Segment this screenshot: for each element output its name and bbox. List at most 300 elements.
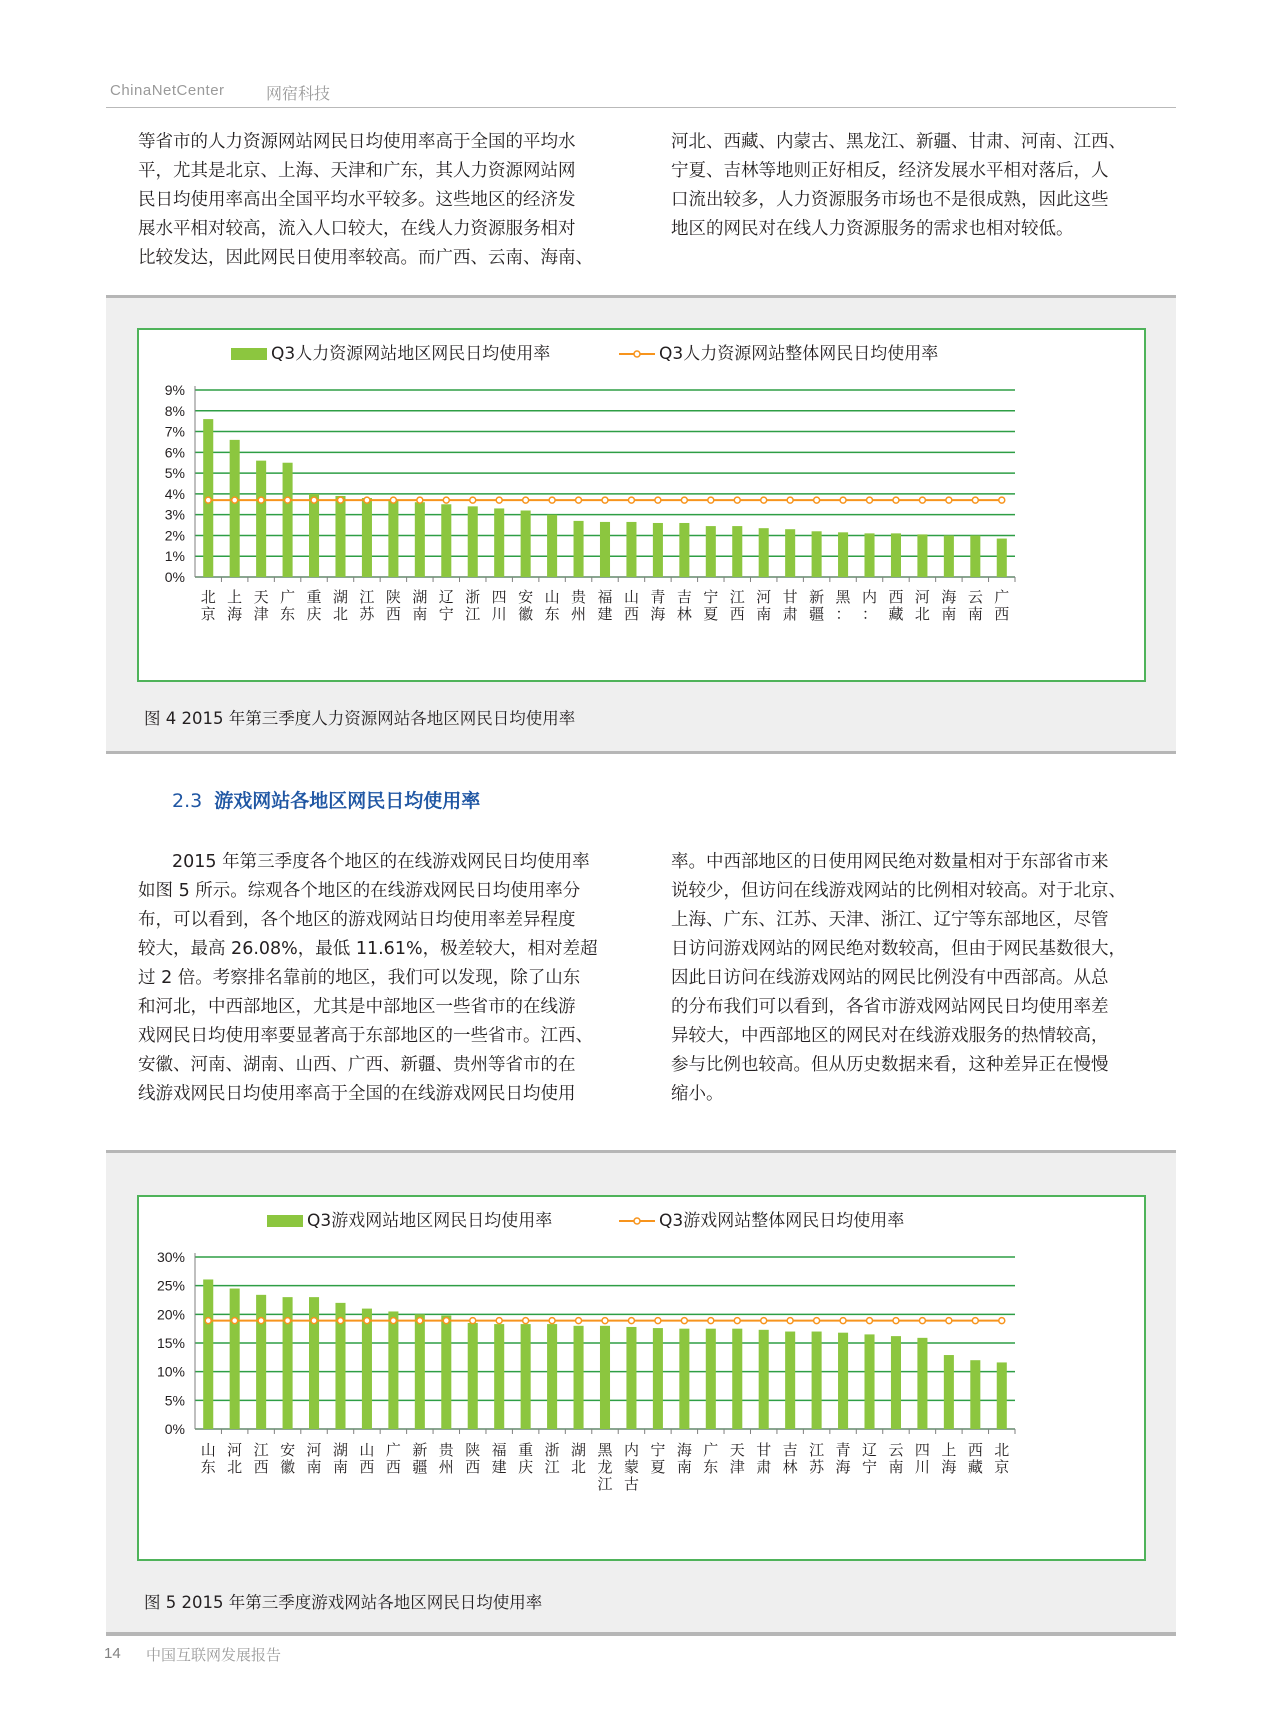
x-category-label: 青 — [835, 1441, 851, 1459]
average-marker — [205, 497, 211, 503]
legend-bar-swatch — [231, 348, 267, 360]
x-category-label: 西 — [253, 1458, 269, 1476]
average-marker — [470, 1318, 476, 1324]
data-bar — [230, 440, 240, 577]
y-tick-label: 8% — [164, 402, 185, 419]
x-category-label: 东 — [200, 1458, 216, 1476]
data-bar — [283, 463, 293, 577]
section-heading — [172, 786, 480, 813]
x-category-label: 西 — [729, 605, 745, 623]
data-bar — [600, 1326, 610, 1429]
x-category-label: 西 — [359, 1458, 375, 1476]
text-line: 等省市的人力资源网站网民日均使用率高于全国的平均水 — [138, 132, 576, 152]
text-line: 上海、广东、江苏、天津、浙江、辽宁等东部地区，尽管 — [671, 910, 1109, 930]
data-bar — [706, 1329, 716, 1429]
x-category-label: 北 — [332, 605, 348, 623]
average-marker — [628, 497, 634, 503]
data-bar — [468, 1323, 478, 1429]
average-marker — [417, 497, 423, 503]
x-category-label: 广 — [280, 588, 296, 606]
text-line: 线游戏网民日均使用率高于全国的在线游戏网民日均使用 — [138, 1084, 576, 1104]
x-category-label: 吉 — [676, 588, 692, 606]
x-category-label: 辽 — [862, 1441, 878, 1459]
x-category-label: 重 — [306, 588, 322, 606]
data-bar — [891, 1336, 901, 1429]
text-line: 异较大，中西部地区的网民对在线游戏服务的热情较高， — [671, 1026, 1109, 1046]
average-marker — [972, 497, 978, 503]
x-category-label: 甘 — [782, 588, 798, 606]
x-category-label: 江 — [253, 1441, 269, 1459]
average-marker — [390, 1318, 396, 1324]
average-marker — [364, 1318, 370, 1324]
data-bar — [838, 532, 848, 577]
data-bar — [759, 1330, 769, 1429]
average-marker — [232, 497, 238, 503]
x-category-label: 东 — [703, 1458, 719, 1476]
data-bar — [732, 1329, 742, 1429]
y-tick-label: 4% — [164, 485, 185, 502]
legend-line-marker — [634, 351, 640, 357]
average-marker — [337, 497, 343, 503]
text-line: 民日均使用率高出全国平均水平较多。这些地区的经济发 — [138, 190, 576, 210]
average-marker — [364, 497, 370, 503]
data-bar — [203, 1279, 213, 1429]
text-line: 较大，最高 26.08%，最低 11.61%，极差较大，相对差超 — [138, 939, 598, 959]
figure4-chart — [139, 330, 1144, 680]
x-category-label: 安 — [280, 1441, 296, 1459]
average-marker — [470, 497, 476, 503]
footer-divider — [106, 1632, 1176, 1634]
x-category-label: 陕 — [385, 588, 401, 606]
data-bar — [917, 534, 927, 577]
x-category-label: 山 — [359, 1441, 375, 1459]
average-marker — [655, 497, 661, 503]
x-category-label: 江 — [465, 605, 481, 623]
x-category-label: 宁 — [862, 1458, 878, 1476]
text-line: 缩小。 — [671, 1084, 724, 1104]
figure5-panel — [106, 1150, 1176, 1636]
x-category-label: 东 — [544, 605, 560, 623]
x-category-label: 河 — [914, 588, 930, 606]
x-category-label: 古 — [623, 1475, 639, 1493]
average-marker — [523, 1318, 529, 1324]
x-category-label: 内 — [623, 1441, 639, 1459]
x-category-label: 建 — [597, 605, 613, 623]
data-bar — [547, 1324, 557, 1429]
x-category-label: 西 — [623, 605, 639, 623]
data-bar — [917, 1338, 927, 1429]
data-bar — [441, 504, 451, 577]
legend-bar-swatch — [267, 1215, 303, 1227]
x-category-label: 苏 — [359, 605, 375, 623]
average-marker — [708, 1318, 714, 1324]
average-marker — [919, 497, 925, 503]
x-category-label: 川 — [491, 605, 507, 623]
x-category-label: 江 — [597, 1475, 613, 1493]
data-bar — [864, 1334, 874, 1429]
y-tick-label: 1% — [164, 548, 185, 565]
x-category-label: ： — [862, 605, 878, 623]
figure4-chart-frame — [137, 328, 1146, 682]
average-marker — [655, 1318, 661, 1324]
data-bar — [891, 533, 901, 577]
x-category-label: 福 — [597, 588, 613, 606]
x-category-label: 天 — [729, 1441, 745, 1459]
text-line: 如图 5 所示。综观各个地区的在线游戏网民日均使用率分 — [138, 881, 581, 901]
x-category-label: 东 — [280, 605, 296, 623]
x-category-label: 海 — [941, 588, 957, 606]
data-bar — [732, 526, 742, 577]
data-bar — [521, 511, 531, 577]
text-line: 过 2 倍。考察排名靠前的地区，我们可以发现，除了山东 — [138, 968, 581, 988]
section1-left-paragraph — [138, 128, 616, 273]
x-category-label: 南 — [412, 605, 428, 623]
x-category-label: 海 — [676, 1441, 692, 1459]
section-title-text: 游戏网站各地区网民日均使用率 — [214, 790, 481, 812]
x-category-label: 湖 — [412, 588, 428, 606]
x-category-label: 南 — [676, 1458, 692, 1476]
x-category-label: 北 — [227, 1458, 243, 1476]
x-category-label: 夏 — [650, 1458, 666, 1476]
average-marker — [893, 1318, 899, 1324]
x-category-label: 海 — [835, 1458, 851, 1476]
average-marker — [390, 497, 396, 503]
x-category-label: 河 — [306, 1441, 322, 1459]
y-tick-label: 2% — [164, 527, 185, 544]
data-bar — [812, 1332, 822, 1429]
data-bar — [812, 531, 822, 577]
data-bar — [388, 1311, 398, 1429]
text-line: 地区的网民对在线人力资源服务的需求也相对较低。 — [671, 219, 1074, 239]
data-bar — [547, 515, 557, 577]
x-category-label: 西 — [888, 588, 904, 606]
data-bar — [626, 1327, 636, 1429]
x-category-label: 浙 — [465, 588, 481, 606]
average-marker — [681, 1318, 687, 1324]
x-category-label: 藏 — [888, 605, 904, 623]
text-line: 说较少，但访问在线游戏网站的比例相对较高。对于北京、 — [671, 881, 1126, 901]
average-marker — [999, 1318, 1005, 1324]
data-bar — [944, 535, 954, 577]
header-brand-cn: 网宿科技 — [266, 84, 331, 103]
data-bar — [494, 508, 504, 577]
x-category-label: ： — [835, 605, 851, 623]
x-category-label: 河 — [756, 588, 772, 606]
text-line: 口流出较多，人力资源服务市场也不是很成熟，因此这些 — [671, 190, 1109, 210]
x-category-label: 南 — [306, 1458, 322, 1476]
average-marker — [205, 1318, 211, 1324]
y-tick-label: 10% — [156, 1363, 185, 1380]
average-marker — [311, 1318, 317, 1324]
text-line: 平，尤其是北京、上海、天津和广东，其人力资源网站网 — [138, 161, 576, 181]
average-marker — [443, 497, 449, 503]
data-bar — [653, 523, 663, 577]
data-bar — [997, 1362, 1007, 1429]
average-marker — [946, 1318, 952, 1324]
data-bar — [997, 539, 1007, 577]
x-category-label: 北 — [994, 1441, 1010, 1459]
legend-label: Q3人力资源网站整体网民日均使用率 — [659, 344, 939, 364]
legend-label: Q3游戏网站地区网民日均使用率 — [307, 1211, 553, 1231]
text-line: 和河北，中西部地区，尤其是中部地区一些省市的在线游 — [138, 997, 576, 1017]
average-marker — [867, 497, 873, 503]
x-category-label: 辽 — [438, 588, 454, 606]
x-category-label: 京 — [200, 605, 216, 623]
x-category-label: 疆 — [412, 1458, 428, 1476]
average-marker — [311, 497, 317, 503]
x-category-label: 广 — [994, 588, 1010, 606]
section1-right-paragraph — [671, 128, 1149, 244]
x-category-label: 云 — [888, 1441, 904, 1459]
average-marker — [972, 1318, 978, 1324]
footer-title: 中国互联网发展报告 — [146, 1646, 282, 1664]
average-marker — [602, 1318, 608, 1324]
average-marker — [549, 497, 555, 503]
x-category-label: 宁 — [438, 605, 454, 623]
x-category-label: 北 — [914, 605, 930, 623]
x-category-label: 新 — [809, 588, 825, 606]
figure4-panel — [106, 295, 1176, 754]
x-category-label: 津 — [253, 605, 269, 623]
text-line: 河北、西藏、内蒙古、黑龙江、新疆、甘肃、河南、江西、 — [671, 132, 1126, 152]
average-marker — [285, 497, 291, 503]
text-line: 展水平相对较高，流入人口较大，在线人力资源服务相对 — [138, 219, 576, 239]
x-category-label: 重 — [518, 1441, 534, 1459]
data-bar — [970, 1360, 980, 1429]
x-category-label: 津 — [729, 1458, 745, 1476]
x-category-label: 贵 — [438, 1441, 454, 1459]
legend-label: Q3游戏网站整体网民日均使用率 — [659, 1211, 905, 1231]
x-category-label: 肃 — [756, 1458, 772, 1476]
x-category-label: 南 — [888, 1458, 904, 1476]
x-category-label: 宁 — [650, 1441, 666, 1459]
average-marker — [946, 497, 952, 503]
section2-left-paragraph — [138, 848, 616, 1109]
x-category-label: 甘 — [756, 1441, 772, 1459]
average-marker — [417, 1318, 423, 1324]
text-line: 因此日访问在线游戏网站的网民比例没有中西部高。从总 — [671, 968, 1109, 988]
text-line: 的分布我们可以看到，各省市游戏网站网民日均使用率差 — [671, 997, 1109, 1017]
x-category-label: 湖 — [332, 1441, 348, 1459]
x-category-label: 海 — [227, 605, 243, 623]
x-category-label: 庆 — [518, 1458, 534, 1476]
data-bar — [468, 506, 478, 577]
y-tick-label: 20% — [156, 1306, 185, 1323]
x-category-label: 西 — [465, 1458, 481, 1476]
x-category-label: 州 — [571, 605, 587, 623]
data-bar — [785, 1332, 795, 1429]
average-marker — [576, 1318, 582, 1324]
x-category-label: 南 — [756, 605, 772, 623]
x-category-label: 福 — [491, 1441, 507, 1459]
y-tick-label: 5% — [164, 465, 185, 482]
x-category-label: 广 — [385, 1441, 401, 1459]
text-line: 率。中西部地区的日使用网民绝对数量相对于东部省市来 — [671, 852, 1109, 872]
data-bar — [335, 496, 345, 577]
x-category-label: 川 — [914, 1458, 930, 1476]
data-bar — [256, 461, 266, 577]
x-category-label: 北 — [200, 588, 216, 606]
x-category-label: 四 — [914, 1441, 930, 1459]
x-category-label: 林 — [676, 605, 692, 623]
x-category-label: 徽 — [280, 1458, 296, 1476]
header-divider — [106, 107, 1176, 108]
x-category-label: 南 — [941, 605, 957, 623]
figure5-chart — [139, 1197, 1144, 1559]
x-category-label: 西 — [967, 1441, 983, 1459]
x-category-label: 疆 — [809, 605, 825, 623]
text-line: 参与比例也较高。但从历史数据来看，这种差异正在慢慢 — [671, 1055, 1109, 1075]
x-category-label: 山 — [623, 588, 639, 606]
average-marker — [496, 1318, 502, 1324]
text-line: 宁夏、吉林等地则正好相反，经济发展水平相对落后，人 — [671, 161, 1109, 181]
text-line: 戏网民日均使用率要显著高于东部地区的一些省市。江西、 — [138, 1026, 593, 1046]
average-marker — [523, 497, 529, 503]
y-tick-label: 7% — [164, 423, 185, 440]
data-bar — [838, 1333, 848, 1429]
x-category-label: 藏 — [967, 1458, 983, 1476]
average-marker — [814, 497, 820, 503]
x-category-label: 湖 — [332, 588, 348, 606]
x-category-label: 江 — [809, 1441, 825, 1459]
figure5-chart-frame — [137, 1195, 1146, 1561]
x-category-label: 贵 — [571, 588, 587, 606]
text-line: 安徽、河南、湖南、山西、广西、新疆、贵州等省市的在 — [138, 1055, 576, 1075]
data-bar — [494, 1324, 504, 1429]
y-tick-label: 5% — [164, 1392, 185, 1409]
data-bar — [388, 500, 398, 577]
average-marker — [761, 1318, 767, 1324]
average-marker — [734, 1318, 740, 1324]
x-category-label: 夏 — [703, 605, 719, 623]
average-marker — [840, 1318, 846, 1324]
x-category-label: 西 — [385, 1458, 401, 1476]
x-category-label: 上 — [941, 1441, 957, 1459]
data-bar — [944, 1355, 954, 1429]
x-category-label: 龙 — [597, 1458, 613, 1476]
text-line: 日访问游戏网站的网民绝对数较高，但由于网民基数很大， — [671, 939, 1126, 959]
average-marker — [576, 497, 582, 503]
x-category-label: 新 — [412, 1441, 428, 1459]
average-marker — [734, 497, 740, 503]
average-marker — [867, 1318, 873, 1324]
x-category-label: 林 — [782, 1458, 798, 1476]
x-category-label: 黑 — [597, 1441, 613, 1459]
average-marker — [681, 497, 687, 503]
x-category-label: 陕 — [465, 1441, 481, 1459]
data-bar — [626, 522, 636, 577]
x-category-label: 北 — [571, 1458, 587, 1476]
x-category-label: 京 — [994, 1458, 1010, 1476]
x-category-label: 建 — [491, 1458, 507, 1476]
data-bar — [864, 533, 874, 577]
x-category-label: 南 — [967, 605, 983, 623]
y-tick-label: 30% — [156, 1249, 185, 1265]
x-category-label: 河 — [227, 1441, 243, 1459]
data-bar — [415, 502, 425, 577]
average-marker — [814, 1318, 820, 1324]
x-category-label: 苏 — [809, 1458, 825, 1476]
data-bar — [441, 1315, 451, 1429]
x-category-label: 西 — [385, 605, 401, 623]
data-bar — [785, 529, 795, 577]
data-bar — [521, 1324, 531, 1429]
x-category-label: 上 — [227, 588, 243, 606]
x-category-label: 江 — [544, 1458, 560, 1476]
y-tick-label: 9% — [164, 382, 185, 398]
average-marker — [258, 1318, 264, 1324]
text-line: 2015 年第三季度各个地区的在线游戏网民日均使用率 — [172, 852, 590, 872]
x-category-label: 江 — [359, 588, 375, 606]
section2-right-paragraph — [671, 848, 1149, 1109]
average-marker — [337, 1318, 343, 1324]
data-bar — [362, 498, 372, 577]
average-marker — [999, 497, 1005, 503]
average-marker — [258, 497, 264, 503]
average-marker — [496, 497, 502, 503]
average-marker — [787, 497, 793, 503]
x-category-label: 徽 — [518, 605, 534, 623]
y-tick-label: 0% — [164, 1421, 185, 1437]
x-category-label: 湖 — [571, 1441, 587, 1459]
text-line: 布，可以看到，各个地区的游戏网站日均使用率差异程度 — [138, 910, 576, 930]
data-bar — [653, 1328, 663, 1429]
y-tick-label: 15% — [156, 1335, 185, 1351]
data-bar — [970, 535, 980, 577]
data-bar — [600, 522, 610, 577]
header-brand: ChinaNetCenter — [110, 82, 225, 99]
data-bar — [679, 1329, 689, 1429]
x-category-label: 黑 — [835, 588, 851, 606]
x-category-label: 天 — [253, 588, 269, 606]
average-marker — [549, 1318, 555, 1324]
x-category-label: 庆 — [306, 605, 322, 623]
average-marker — [761, 497, 767, 503]
x-category-label: 宁 — [703, 588, 719, 606]
x-category-label: 西 — [994, 605, 1010, 623]
data-bar — [706, 526, 716, 577]
figure5-caption: 图 5 2015 年第三季度游戏网站各地区网民日均使用率 — [144, 1593, 543, 1612]
average-marker — [787, 1318, 793, 1324]
x-category-label: 山 — [544, 588, 560, 606]
average-marker — [628, 1318, 634, 1324]
data-bar — [309, 494, 319, 577]
x-category-label: 南 — [332, 1458, 348, 1476]
data-bar — [415, 1314, 425, 1429]
data-bar — [362, 1309, 372, 1429]
x-category-label: 蒙 — [623, 1458, 639, 1476]
legend-label: Q3人力资源网站地区网民日均使用率 — [271, 344, 551, 364]
x-category-label: 四 — [491, 588, 507, 606]
x-category-label: 州 — [438, 1458, 454, 1476]
x-category-label: 海 — [650, 605, 666, 623]
x-category-label: 安 — [518, 588, 534, 606]
figure4-caption: 图 4 2015 年第三季度人力资源网站各地区网民日均使用率 — [144, 709, 576, 728]
x-category-label: 云 — [967, 588, 983, 606]
y-tick-label: 6% — [164, 444, 185, 461]
average-marker — [285, 1318, 291, 1324]
x-category-label: 青 — [650, 588, 666, 606]
data-bar — [256, 1295, 266, 1429]
average-marker — [919, 1318, 925, 1324]
data-bar — [230, 1289, 240, 1429]
text-line: 比较发达，因此网民日使用率较高。而广西、云南、海南、 — [138, 248, 593, 268]
y-tick-label: 3% — [164, 506, 185, 523]
x-category-label: 内 — [862, 588, 878, 606]
average-marker — [602, 497, 608, 503]
average-marker — [708, 497, 714, 503]
data-bar — [574, 1326, 584, 1429]
